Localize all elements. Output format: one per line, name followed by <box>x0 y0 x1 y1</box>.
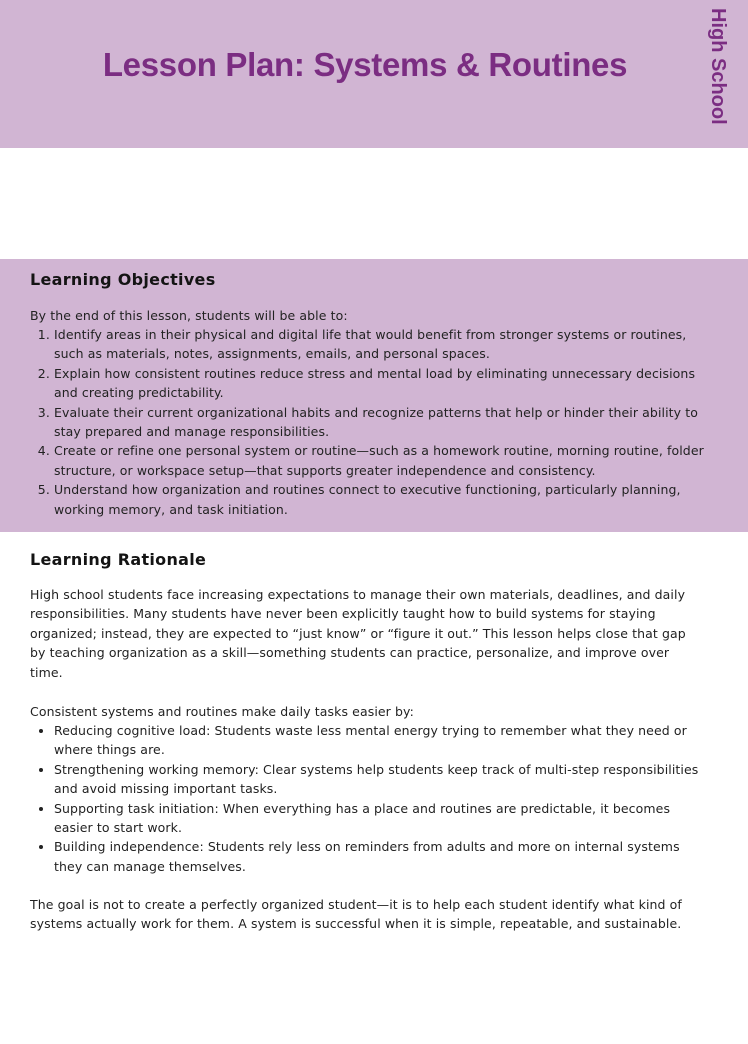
objective-item-4: 4. Create or refine one personal system or routine—such as a homework routine, morning routine, folder structure, or workspace setup—that supports greater independence and consistency. <box>54 441 720 480</box>
rationale-bullet-2: • Strengthening working memory: Clear systems help students keep track of multi-step responsibilities and avoid missing important tasks. <box>54 760 705 799</box>
page-title: Lesson Plan: Systems & Routines <box>102 46 628 83</box>
rationale-bullet-3: • Supporting task initiation: When everything has a place and routines are predictable, it becomes easier to start work. <box>54 799 705 838</box>
rationale-list-intro: Consistent systems and routines make daily tasks easier by: <box>30 704 414 719</box>
rationale-closing: The goal is not to create a perfectly organized student—it is to help each student identify what kind of systems actually work for them. A system is successful when it is simple, repeatable, and sustainable. <box>30 897 682 932</box>
objective-item-2: 2. Explain how consistent routines reduce stress and mental load by eliminating unnecessary decisions and creating predictability. <box>54 364 720 403</box>
objective-item-5: 5. Understand how organization and routines connect to executive functioning, particularly planning, working memory, and task initiation. <box>54 480 720 519</box>
objectives-intro: By the end of this lesson, students will be able to: <box>30 308 348 323</box>
rationale-bullet-4: • Building independence: Students rely less on reminders from adults and more on internal systems they can manage themselves. <box>54 837 705 876</box>
rationale-bullet-1: • Reducing cognitive load: Students waste less mental energy trying to remember what they need or where things are. <box>54 721 705 760</box>
header-band <box>0 0 748 148</box>
rationale-bullet-list <box>30 721 705 876</box>
grade-level-label: High School <box>707 8 729 125</box>
rationale-paragraph: High school students face increasing expectations to manage their own materials, deadlines, and daily responsibilities. Many students have never been explicitly taught how to build systems for staying organized; instead, they are expected to “just know” or “figure it out.” This lesson helps close that gap by teaching organization as a skill—something students can practice, personalize, and improve over time. <box>30 587 686 680</box>
objectives-list <box>30 325 720 519</box>
objectives-heading: Learning Objectives <box>30 270 216 289</box>
objective-item-3: 3. Evaluate their current organizational habits and recognize patterns that help or hinder their ability to stay prepared and manage responsibilities. <box>54 403 720 442</box>
objective-item-1: 1. Identify areas in their physical and digital life that would benefit from stronger systems or routines, such as materials, notes, assignments, emails, and personal spaces. <box>54 325 720 364</box>
rationale-heading: Learning Rationale <box>30 550 207 569</box>
